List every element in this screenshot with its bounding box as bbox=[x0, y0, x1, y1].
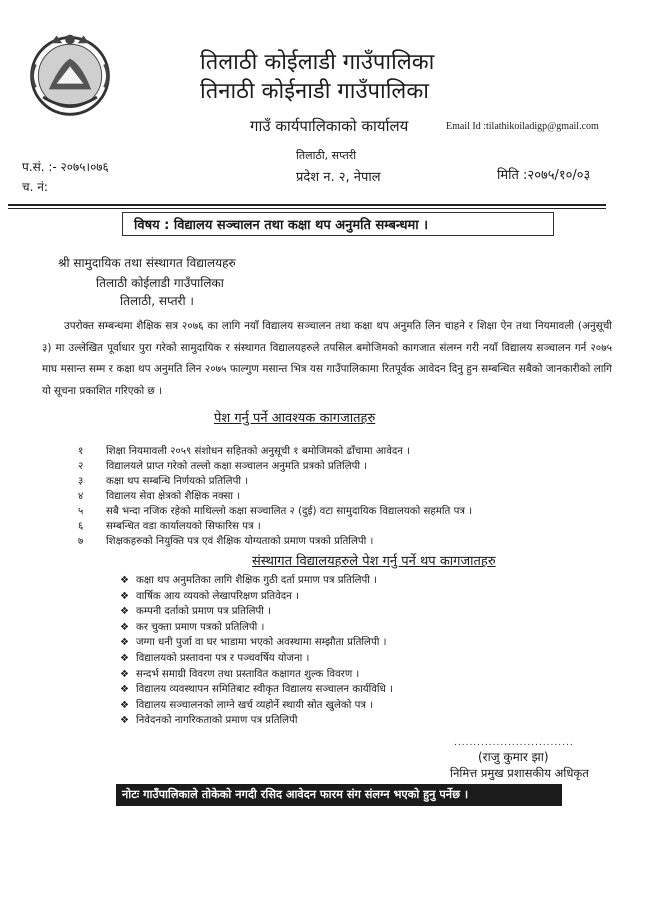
municipality-title: तिलाठी कोईलाडी गाउँपालिका bbox=[200, 50, 435, 75]
note-text: नोटः गाउँपालिकाले तोकेको नगदी रसिद आवेदन फारम संग संलग्न भएको हुनु पर्नेछ । bbox=[122, 788, 469, 801]
required-doc-item bbox=[78, 533, 373, 547]
institutional-doc-text: विद्यालयको प्रस्तावना पत्र र पञ्चवर्षिय योजना । bbox=[136, 653, 310, 664]
institutional-doc-item bbox=[120, 697, 373, 711]
required-doc-text: विद्यालयले प्राप्त गरेको तल्लो कक्षा सञ्चालन अनुमति प्रत्रको प्रतिलिपी । bbox=[106, 461, 368, 472]
required-doc-number: १ bbox=[78, 446, 84, 457]
required-doc-text: सम्बन्धित वडा कार्यालयको सिफारिस पत्र । bbox=[106, 521, 261, 532]
required-doc-number: ७ bbox=[78, 536, 84, 547]
institutional-doc-text: विद्यालय व्यवस्थापन समितिबाट स्वीकृत विद्यालय सञ्चालन कार्यविधि । bbox=[136, 684, 393, 695]
signature-line: ............................... bbox=[454, 738, 574, 748]
subject-line: विषय : विद्यालय सञ्चालन तथा कक्षा थप अनुमति सम्बन्धमा । bbox=[134, 218, 429, 233]
diamond-bullet-icon: ❖ bbox=[120, 700, 129, 711]
institutional-doc-item bbox=[120, 650, 309, 664]
institutional-doc-text: जग्गा धनी पुर्जा वा घर भाडामा भएको अवस्थामा सम्झौता प्रतिलिपी । bbox=[136, 637, 387, 648]
institutional-doc-text: कक्षा थप अनुमतिका लागि शैक्षिक गुठी दर्ता प्रमाण पत्र प्रतिलिपी । bbox=[136, 575, 378, 586]
diamond-bullet-icon: ❖ bbox=[120, 715, 129, 726]
required-doc-item bbox=[78, 503, 472, 517]
recipient-line-1: श्री सामुदायिक तथा संस्थागत विद्यालयहरु bbox=[58, 256, 236, 270]
institutional-doc-item bbox=[120, 619, 264, 633]
institutional-doc-item bbox=[120, 712, 298, 726]
nepal-emblem-icon bbox=[22, 26, 118, 122]
institutional-doc-text: कम्पनी दर्ताको प्रमाण पत्र प्रतिलिपी । bbox=[136, 606, 272, 617]
recipient-line-3: तिलाठी, सप्तरी । bbox=[120, 294, 194, 308]
header-divider bbox=[8, 204, 606, 206]
required-doc-text: शिक्षकहरुको नियुक्ति पत्र एवं शैक्षिक योग्यताको प्रमाण पत्रको प्रतिलिपी । bbox=[106, 536, 374, 547]
institutional-doc-text: सन्दर्भ समाग्री विवरण तथा प्रस्तावित कक्षागत शुल्क विवरण । bbox=[136, 669, 360, 680]
office-name: गाउँ कार्यपालिकाको कार्यालय bbox=[250, 117, 409, 135]
institutional-doc-text: वार्षिक आय व्ययको लेखापरिक्षण प्रतिवेदन । bbox=[136, 591, 299, 602]
institutional-doc-item bbox=[120, 603, 271, 617]
required-doc-number: ६ bbox=[78, 521, 84, 532]
diamond-bullet-icon: ❖ bbox=[120, 591, 129, 602]
required-doc-number: ४ bbox=[78, 491, 84, 502]
diamond-bullet-icon: ❖ bbox=[120, 653, 129, 664]
signatory-title: निमित्त प्रमुख प्रशासकीय अधिकृत bbox=[450, 766, 589, 780]
required-doc-item bbox=[78, 443, 410, 457]
institutional-doc-item bbox=[120, 666, 359, 680]
required-doc-item bbox=[78, 458, 367, 472]
signatory-name: (राजु कुमार झा) bbox=[478, 750, 549, 764]
diamond-bullet-icon: ❖ bbox=[120, 575, 129, 586]
diamond-bullet-icon: ❖ bbox=[120, 684, 129, 695]
required-doc-text: सबै भन्दा नजिक रहेको माथिल्लो कक्षा सञ्चालित २ (दुई) वटा सामुदायिक विद्यालयको सहमति पत्र । bbox=[106, 506, 473, 517]
email-address: Email Id :tilathikoiladigp@gmail.com bbox=[446, 121, 599, 132]
institutional-docs-heading: संस्थागत विद्यालयहरुले पेश गर्नु पर्ने थप कागजातहरु bbox=[252, 554, 496, 569]
required-doc-text: कक्षा थप सम्बन्धि निर्णयको प्रतिलिपी । bbox=[106, 476, 249, 487]
required-doc-item bbox=[78, 473, 248, 487]
institutional-doc-text: कर चुक्ता प्रमाण पत्रको प्रतिलिपी । bbox=[136, 622, 265, 633]
required-doc-text: शिक्षा नियमावली २०५९ संशोधन सहितको अनुसूची १ बमोजिमको ढाँचामा आवेदन । bbox=[106, 446, 411, 457]
dispatch-number: च. नं: bbox=[22, 180, 48, 194]
required-doc-text: विद्यालय सेवा क्षेत्रको शैक्षिक नक्सा । bbox=[106, 491, 241, 502]
header-divider-thin bbox=[8, 208, 606, 209]
diamond-bullet-icon: ❖ bbox=[120, 637, 129, 648]
municipality-title-alt: तिनाठी कोईनाडी गाउँपालिका bbox=[200, 79, 429, 104]
institutional-doc-text: निवेदनको नागरिकताको प्रमाण पत्र प्रतिलिपी bbox=[136, 715, 298, 726]
required-doc-item bbox=[78, 518, 261, 532]
institutional-doc-item bbox=[120, 572, 377, 586]
institutional-doc-item bbox=[120, 588, 299, 602]
diamond-bullet-icon: ❖ bbox=[120, 669, 129, 680]
reference-number: प.सं. :- २०७५।०७६ bbox=[22, 160, 109, 174]
required-docs-heading: पेश गर्नु पर्ने आवश्यक कागजातहरु bbox=[214, 411, 376, 426]
diamond-bullet-icon: ❖ bbox=[120, 606, 129, 617]
diamond-bullet-icon: ❖ bbox=[120, 622, 129, 633]
required-doc-number: ५ bbox=[78, 506, 84, 517]
letter-date: मिति :२०७५/१०/०३ bbox=[497, 168, 591, 183]
office-place: तिलाठी, सप्तरी bbox=[296, 149, 357, 162]
recipient-line-2: तिलाठी कोईलाडी गाउँपालिका bbox=[96, 276, 224, 290]
required-doc-item bbox=[78, 488, 240, 502]
institutional-doc-item bbox=[120, 634, 387, 648]
body-paragraph bbox=[42, 316, 612, 402]
body-paragraph-text: उपरोक्त सम्बन्धमा शैक्षिक सत्र २०७६ का लागि नयाँ विद्यालय सञ्चालन तथा कक्षा थप अनुमति लिन चाहने र शिक्षा ऐन तथा नियमावली (अनुसूची ३) मा उल्लेखित पूर्वाधार पुरा गरेको सामुदायिक र संस्थागत विद्यालयहरुले तपसिल बमोजिमको कागजात संलग्न गरी नयाँ विद्यालय सञ्चालन गर्न २०७५ माघ मसान्त सम्म र कक्षा थप अनुमति लिन २०७५ फाल्गुण मसान्त भित्र यस गाउँपालिकामा रितपूर्वक आवेदन दिनु हुन सम्बन्धित सबैको जानकारीको लागि यो सूचना प्रकाशित गरिएको छ । bbox=[42, 320, 612, 397]
required-doc-number: ३ bbox=[78, 476, 84, 487]
institutional-doc-text: विद्यालय सञ्चालनको लाग्ने खर्च व्यहोर्ने स्थायी स्रोत खुलेको पत्र । bbox=[136, 700, 374, 711]
office-province: प्रदेश न. २, नेपाल bbox=[296, 170, 381, 185]
required-doc-number: २ bbox=[78, 461, 84, 472]
institutional-doc-item bbox=[120, 681, 393, 695]
